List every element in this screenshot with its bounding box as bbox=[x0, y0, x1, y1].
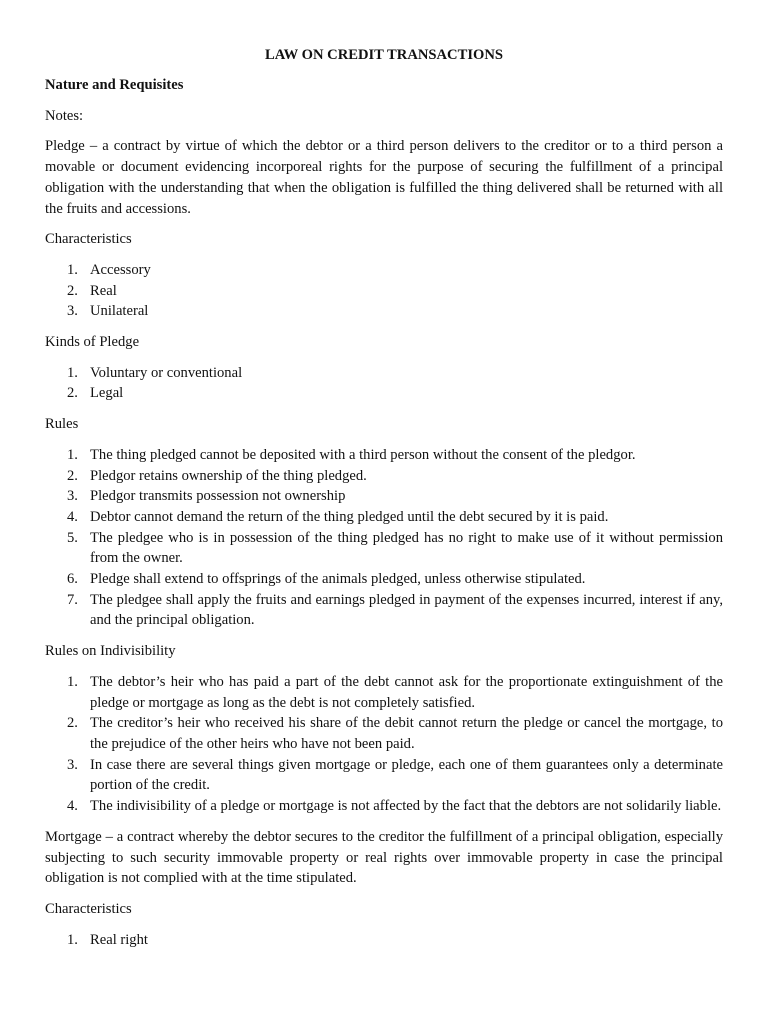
list-item: 1. The debtor’s heir who has paid a part of the debt cannot ask for the proportionate extinguishment of the pledge or mortgage as long as the debt is not completely satisfied. bbox=[67, 673, 723, 711]
list-item: 1. The thing pledged cannot be deposited with a third person without the consent of the pledgor. bbox=[67, 446, 636, 463]
kinds-of-pledge-list bbox=[45, 363, 723, 404]
pledge-definition: Pledge – a contract by virtue of which the debtor or a third person delivers to the creditor or to a third person a movable or document evidencing incorporeal rights for the purpose of securing the fulfillment of a principal obligation with the understanding that when the obligation is fulfilled the thing delivered shall be returned with all the fruits and accessions. bbox=[45, 138, 723, 217]
list-item: 2. Pledgor retains ownership of the thing pledged. bbox=[67, 467, 367, 484]
list-item: 1. Voluntary or conventional bbox=[67, 364, 243, 381]
list-item: 1. Real right bbox=[67, 931, 148, 948]
document-page bbox=[45, 44, 723, 960]
list-item: 1. Accessory bbox=[67, 261, 151, 278]
rules-heading: Rules bbox=[45, 416, 79, 433]
document-title: LAW ON CREDIT TRANSACTIONS bbox=[264, 47, 504, 63]
pledge-characteristics-list bbox=[45, 260, 723, 322]
list-item: 2. Real bbox=[67, 282, 117, 299]
mortgage-characteristics-list bbox=[45, 930, 723, 951]
mortgage-definition: Mortgage – a contract whereby the debtor secures to the creditor the fulfillment of a principal obligation, especially subjecting to such security immovable property or real rights over immovable property in case the principal obligation is not complied with at the time stipulated. bbox=[45, 828, 723, 887]
list-item: 4. The indivisibility of a pledge or mortgage is not affected by the fact that the debtors are not solidarily liable. bbox=[67, 798, 722, 815]
mortgage-characteristics-heading: Characteristics bbox=[45, 900, 132, 917]
list-item: 2. The creditor’s heir who received his share of the debit cannot return the pledge or cancel the mortgage, to the prejudice of the other heirs who have not been paid. bbox=[67, 715, 723, 752]
list-item: 6. Pledge shall extend to offsprings of the animals pledged, unless otherwise stipulated. bbox=[67, 571, 586, 588]
notes-label: Notes: bbox=[45, 107, 84, 124]
list-item: 7. The pledgee shall apply the fruits and earnings pledged in payment of the expenses incurred, interest if any, and the principal obligation. bbox=[67, 591, 723, 629]
pledge-characteristics-heading: Characteristics bbox=[45, 231, 132, 248]
rules-indivisibility-list bbox=[45, 672, 723, 817]
rules-list bbox=[45, 445, 723, 631]
rules-indivisibility-heading: Rules on Indivisibility bbox=[45, 643, 176, 660]
list-item: 2. Legal bbox=[67, 385, 124, 402]
list-item: 5. The pledgee who is in possession of the thing pledged has no right to make use of it without permission from the owner. bbox=[67, 529, 723, 567]
list-item: 3. Unilateral bbox=[67, 303, 149, 320]
list-item: 4. Debtor cannot demand the return of the thing pledged until the debt secured by it is paid. bbox=[67, 508, 609, 525]
kinds-of-pledge-heading: Kinds of Pledge bbox=[45, 334, 140, 351]
list-item: 3. In case there are several things given mortgage or pledge, each one of them guarantees only a determinate portion of the credit. bbox=[67, 756, 723, 794]
list-item: 3. Pledgor transmits possession not ownership bbox=[67, 488, 346, 505]
section-heading: Nature and Requisites bbox=[45, 77, 184, 93]
